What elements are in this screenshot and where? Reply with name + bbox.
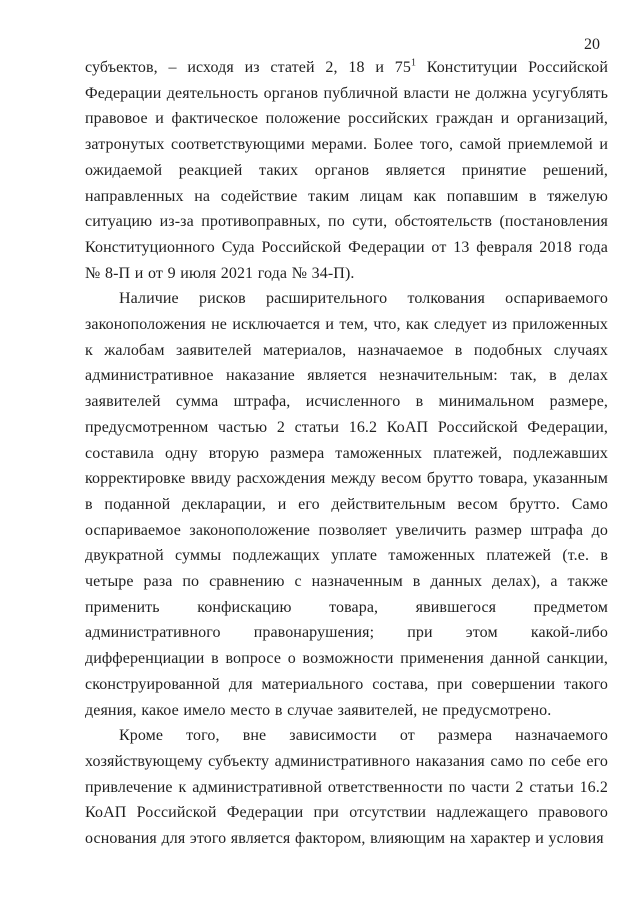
paragraph: Кроме того, вне зависимости от размера назначаемого хозяйствующему субъекту административного наказания само по себе его привлечение к административной ответственности по части 2 статьи 16.2 КоАП Российской Федерации при отсутствии надлежащего правового основания для этого является фактором, влияющим на характер и условия (85, 727, 608, 848)
paragraph-text: субъектов, – исходя из статей 2, 18 и 75 (85, 59, 411, 76)
paragraph: Наличие рисков расширительного толкования оспариваемого законоположения не исключается и тем, что, как следует из приложенных к жалобам заявителей материалов, назначаемое в подобных случаях административное наказание является незначительным: так, в делах заявителей сумма штрафа, исчисленного в минимальном размере, предусмотренном частью 2 статьи 16.2 КоАП Российской Федерации, составила одну вторую размера таможенных платежей, подлежавших корректировке ввиду расхождения между весом брутто товара, указанным в поданной декларации, и его действительным весом брутто. Само оспариваемое законоположение позволяет увеличить размер штрафа до двукратной суммы подлежащих уплате таможенных платежей (т.е. в четыре раза по сравнению с назначенным в данных делах), а также применить конфискацию товара, явившегося предметом административного правонарушения; при этом какой-либо дифференциации в вопросе о возможности применения данной санкции, сконструированной для материального состава, при совершении такого деяния, какое имело место в случае заявителей, не предусмотрено. (85, 290, 608, 719)
page-number: 20 (584, 36, 600, 53)
paragraph-text: Конституции Российской Федерации деятельность органов публичной власти не должна усугублять правовое и фактическое положение российских граждан и организаций, затронутых соответствующими мерами. Более того, самой приемлемой и ожидаемой реакцией таких органов является принятие решений, направленных на содействие таким лицам как попавшим в тяжелую ситуацию из-за противоправных, по сути, обстоятельств (постановления Конституционного Суда Российской Федерации от 13 февраля 2018 года № 8-П и от 9 июля 2021 года № 34-П). (85, 59, 609, 282)
paragraph-continuation (85, 55, 608, 286)
footnote-reference: 1 (410, 57, 416, 69)
document-body (85, 55, 608, 852)
